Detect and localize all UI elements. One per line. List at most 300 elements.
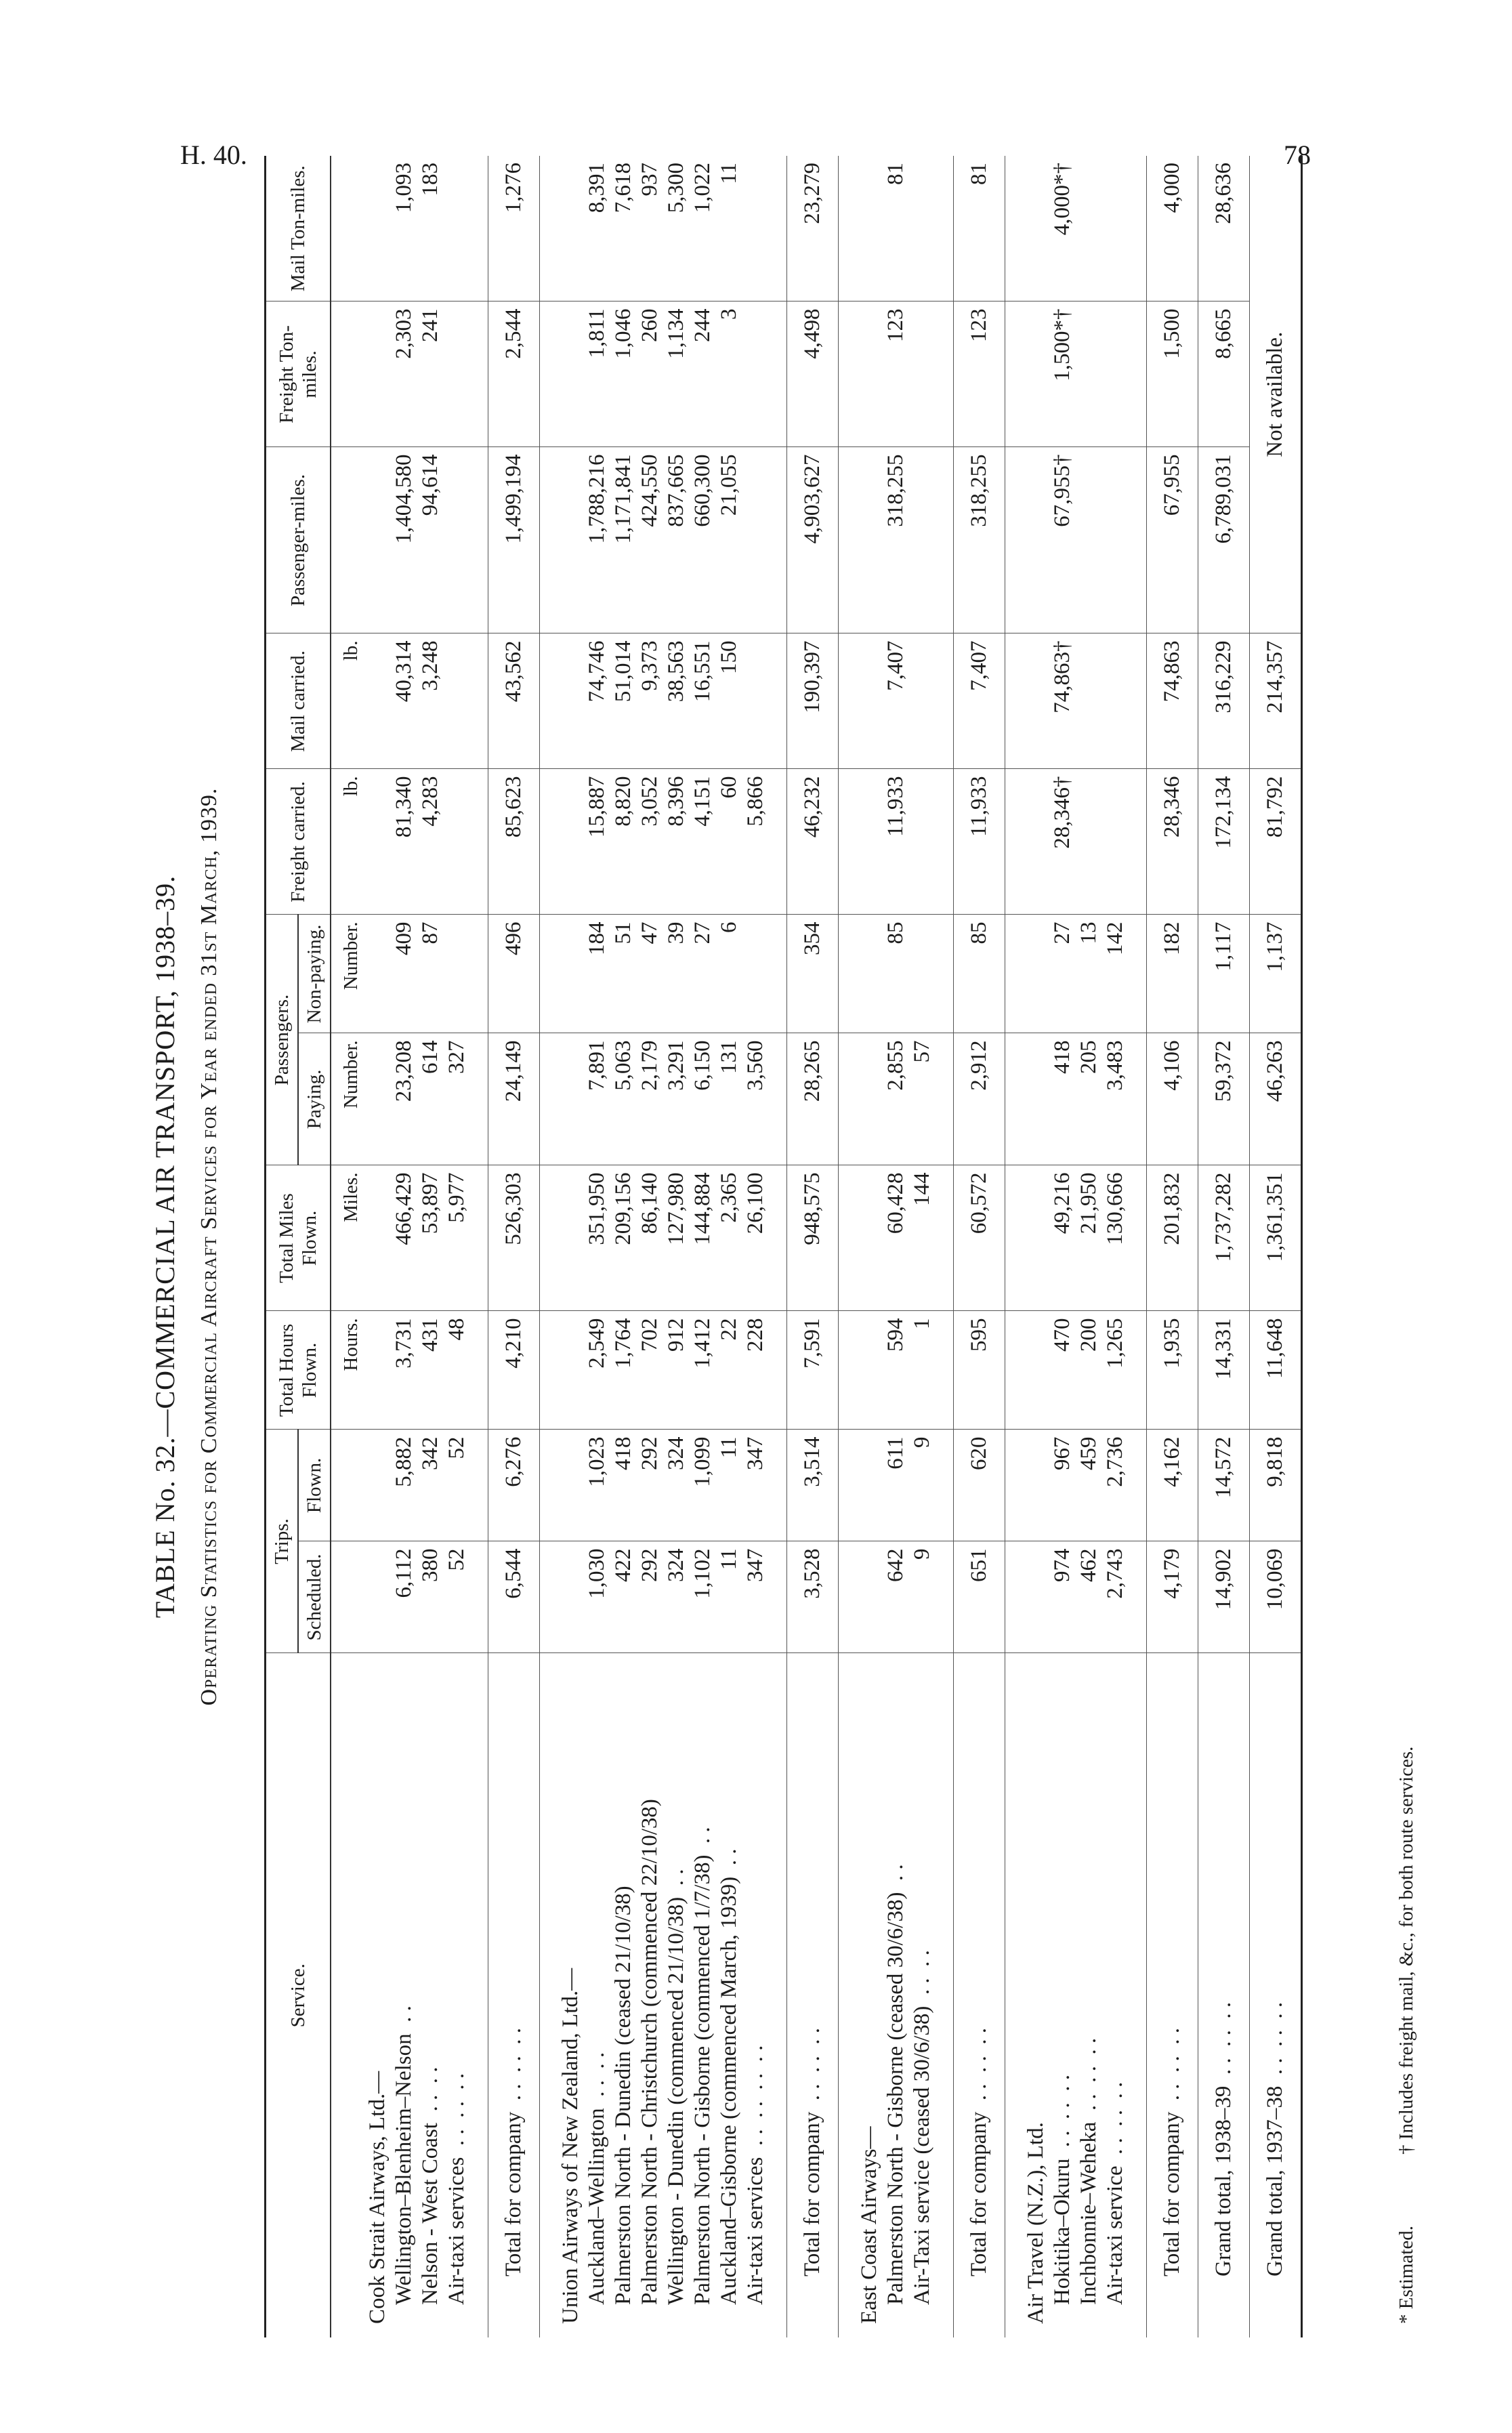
service-label: Total for company — [967, 2111, 991, 2276]
leader-dots: . . . . . . — [967, 2027, 991, 2112]
cell-scheduled: 10,069 — [1250, 1541, 1302, 1653]
cell-service — [690, 1653, 716, 2337]
cell-mail-ton: 4,000 — [1147, 156, 1198, 301]
cell-mail-ton: 81 — [954, 156, 1005, 301]
header-non-paying: Non-paying. — [298, 915, 331, 1033]
table-row — [444, 156, 470, 2337]
leader-dots: . . . . — [585, 2052, 609, 2108]
cell-freight: 11,933 — [883, 769, 909, 915]
cell-freight-ton: 1,134 — [663, 301, 690, 447]
page-reference: H. 40. — [180, 140, 247, 170]
cell-paying: 418 — [1049, 1033, 1076, 1165]
cell-freight — [909, 769, 936, 915]
cell-mail-ton — [1102, 156, 1129, 301]
cell-pass-miles: 424,550 — [637, 447, 663, 633]
cell-service — [610, 1653, 637, 2337]
cell-freight: 28,346 — [1147, 769, 1198, 915]
cell-freight-ton: 260 — [637, 301, 663, 447]
header-flown: Flown. — [298, 1430, 331, 1541]
cell-service — [663, 1653, 690, 2337]
cell-flown: 292 — [637, 1430, 663, 1541]
cell-mail: 74,863† — [1049, 633, 1076, 769]
service-label: Hokitika–Okuru — [1050, 2158, 1074, 2305]
cell-not-available: Not available. — [1250, 156, 1302, 633]
cell-paying: 6,150 — [690, 1033, 716, 1165]
cell-paying: 46,263 — [1250, 1033, 1302, 1165]
cell-miles: 5,977 — [444, 1165, 470, 1311]
cell-hours: 470 — [1049, 1311, 1076, 1430]
service-label: Air-Taxi service (ceased 30/6/38) — [910, 2005, 934, 2305]
cell-flown: 2,736 — [1102, 1430, 1129, 1541]
cell-freight-ton: 123 — [954, 301, 1005, 447]
header-service: Service. — [266, 1653, 331, 2337]
cell-miles: 21,950 — [1076, 1165, 1102, 1311]
cell-pass-miles: 21,055 — [716, 447, 742, 633]
header-miles: Total Miles Flown. — [266, 1165, 331, 1311]
cell-mail-ton — [1076, 156, 1102, 301]
header-mail: Mail carried. — [266, 633, 331, 769]
cell-hours: 431 — [417, 1311, 444, 1430]
cell-mail — [1076, 633, 1102, 769]
page-number: 78 — [1284, 140, 1311, 170]
cell-flown: 967 — [1049, 1430, 1076, 1541]
cell-mail-ton — [909, 156, 936, 301]
cell-service — [1250, 1653, 1302, 2337]
cell-freight — [444, 769, 470, 915]
service-label: Wellington - Dunedin (commenced 21/10/38) — [664, 1896, 688, 2305]
table-row — [883, 156, 909, 2337]
table-row — [391, 156, 417, 2337]
cell-hours: 228 — [742, 1311, 769, 1430]
cell-mail-ton: 8,391 — [584, 156, 610, 301]
cell-miles: 130,666 — [1102, 1165, 1129, 1311]
service-label: Palmerston North - Gisborne (ceased 30/6/38) — [883, 1892, 908, 2305]
cell-paying: 3,560 — [742, 1033, 769, 1165]
cell-service — [856, 1653, 883, 2337]
table-title: TABLE No. 32.—COMMERCIAL AIR TRANSPORT, 1938–39. — [150, 875, 180, 1619]
spacer-row — [470, 156, 488, 2337]
cell-service — [1023, 1653, 1049, 2337]
cell-paying: 28,265 — [787, 1033, 839, 1165]
cell-pass-miles: 837,665 — [663, 447, 690, 633]
cell-service — [364, 1653, 391, 2337]
table-subtitle: Operating Statistics for Commercial Aircraft Services for Year ended 31st March, 1939. — [196, 787, 222, 1706]
cell-hours: 594 — [883, 1311, 909, 1430]
cell-freight — [1076, 769, 1102, 915]
spacer-row — [769, 156, 787, 2337]
total-row — [954, 156, 1005, 2337]
cell-miles: 60,572 — [954, 1165, 1005, 1311]
service-label: Air-taxi services — [743, 2157, 768, 2305]
leader-dots: . . . . . . — [1076, 2037, 1101, 2122]
header-mail-ton-miles: Mail Ton-miles. — [266, 156, 331, 301]
cell-flown: 459 — [1076, 1430, 1102, 1541]
cell-hours: 1,935 — [1147, 1311, 1198, 1430]
cell-hours: 912 — [663, 1311, 690, 1430]
cell-pass-miles: 1,171,841 — [610, 447, 637, 633]
cell-service — [716, 1653, 742, 2337]
cell-scheduled: 642 — [883, 1541, 909, 1653]
cell-miles: 209,156 — [610, 1165, 637, 1311]
cell-freight: 8,820 — [610, 769, 637, 915]
cell-hours: 702 — [637, 1311, 663, 1430]
leader-dots: . . . . . . — [444, 2073, 469, 2157]
spacer-row — [839, 156, 857, 2337]
cell-mail: 316,229 — [1198, 633, 1250, 769]
cell-flown: 11 — [716, 1430, 742, 1541]
cell-paying: 3,291 — [663, 1033, 690, 1165]
cell-freight: 81,340 — [391, 769, 417, 915]
cell-freight-ton — [1102, 301, 1129, 447]
cell-freight: 28,346† — [1049, 769, 1076, 915]
cell-paying: 5,063 — [610, 1033, 637, 1165]
cell-scheduled: 11 — [716, 1541, 742, 1653]
cell-miles: 49,216 — [1049, 1165, 1076, 1311]
cell-miles: 1,361,351 — [1250, 1165, 1302, 1311]
cell-service — [909, 1653, 936, 2337]
total-row — [1250, 156, 1302, 2337]
cell-freight-ton: 1,811 — [584, 301, 610, 447]
leader-dots: . . . . — [418, 2066, 442, 2123]
header-passenger-miles: Passenger-miles. — [266, 447, 331, 633]
cell-freight-ton: 1,500*† — [1049, 301, 1076, 447]
cell-flown: 1,099 — [690, 1430, 716, 1541]
cell-mail — [1102, 633, 1129, 769]
cell-freight: 46,232 — [787, 769, 839, 915]
unit-freight: lb. — [331, 769, 364, 915]
cell-freight — [1102, 769, 1129, 915]
service-label: Air-taxi service — [1103, 2165, 1127, 2305]
cell-scheduled: 2,743 — [1102, 1541, 1129, 1653]
cell-freight-ton: 123 — [883, 301, 909, 447]
cell-mail: 214,357 — [1250, 633, 1302, 769]
cell-freight: 8,396 — [663, 769, 690, 915]
footnote-includes: † Includes freight mail, &c., for both route services. — [1395, 1746, 1417, 2155]
cell-mail-ton — [742, 156, 769, 301]
cell-service — [391, 1653, 417, 2337]
service-label: Auckland–Gisborne (commenced March, 1939) — [717, 1876, 741, 2305]
cell-hours: 595 — [954, 1311, 1005, 1430]
header-hours: Total Hours Flown. — [266, 1311, 331, 1430]
cell-non-paying — [909, 915, 936, 1033]
service-label: Total for company — [501, 2111, 526, 2276]
cell-hours: 1,265 — [1102, 1311, 1129, 1430]
total-row — [1147, 156, 1198, 2337]
service-label: Auckland–Wellington — [585, 2108, 609, 2305]
rotated-table-sheet — [122, 156, 1450, 2337]
cell-mail: 7,407 — [954, 633, 1005, 769]
cell-flown: 418 — [610, 1430, 637, 1541]
cell-miles: 26,100 — [742, 1165, 769, 1311]
cell-non-paying — [444, 915, 470, 1033]
cell-paying: 2,855 — [883, 1033, 909, 1165]
cell-non-paying: 184 — [584, 915, 610, 1033]
cell-flown: 611 — [883, 1430, 909, 1541]
header-passengers: Passengers. — [266, 915, 299, 1165]
cell-freight-ton: 244 — [690, 301, 716, 447]
leader-dots: . . . . . . . . — [743, 2045, 768, 2157]
cell-mail: 150 — [716, 633, 742, 769]
cell-scheduled: 462 — [1076, 1541, 1102, 1653]
cell-service — [558, 1653, 584, 2337]
cell-miles: 526,303 — [488, 1165, 540, 1311]
cell-service — [1076, 1653, 1102, 2337]
cell-freight: 60 — [716, 769, 742, 915]
cell-mail — [742, 633, 769, 769]
cell-non-paying: 409 — [391, 915, 417, 1033]
cell-pass-miles — [742, 447, 769, 633]
total-row — [787, 156, 839, 2337]
header-scheduled: Scheduled. — [298, 1541, 331, 1653]
cell-hours: 1 — [909, 1311, 936, 1430]
table-row — [742, 156, 769, 2337]
cell-service — [444, 1653, 470, 2337]
service-label: Palmerston North - Dunedin (ceased 21/10/38) — [611, 1886, 635, 2305]
service-label: Air Travel (N.Z.), Ltd. — [1024, 2122, 1048, 2324]
cell-mail-ton: 81 — [883, 156, 909, 301]
cell-paying: 4,106 — [1147, 1033, 1198, 1165]
leader-dots: . . . . . . — [1050, 2074, 1074, 2159]
cell-flown: 9 — [909, 1430, 936, 1541]
cell-scheduled: 974 — [1049, 1541, 1076, 1653]
cell-freight-ton: 1,046 — [610, 301, 637, 447]
cell-freight-ton: 1,500 — [1147, 301, 1198, 447]
cell-flown: 347 — [742, 1430, 769, 1541]
unit-miles: Miles. — [331, 1165, 364, 1311]
service-label: Nelson - West Coast — [418, 2123, 442, 2305]
header-trips: Trips. — [266, 1430, 299, 1653]
cell-hours: 14,331 — [1198, 1311, 1250, 1430]
leader-dots: . . — [690, 1827, 715, 1855]
service-label: Palmerston North - Christchurch (commenced 22/10/38) — [637, 1799, 662, 2305]
spacer-row — [1129, 156, 1147, 2337]
table-row — [584, 156, 610, 2337]
cell-service — [883, 1653, 909, 2337]
cell-service — [1198, 1653, 1250, 2337]
table-body — [331, 156, 1302, 2337]
cell-paying: 614 — [417, 1033, 444, 1165]
service-label: Total for company — [800, 2111, 824, 2276]
cell-scheduled: 6,544 — [488, 1541, 540, 1653]
unit-paying: Number. — [331, 1033, 364, 1165]
cell-mail-ton: 4,000*† — [1049, 156, 1076, 301]
air-transport-table — [264, 156, 1303, 2337]
cell-hours: 1,412 — [690, 1311, 716, 1430]
cell-flown: 14,572 — [1198, 1430, 1250, 1541]
header-paying: Paying. — [298, 1033, 331, 1165]
leader-dots: . . . . . . — [1263, 2001, 1287, 2086]
cell-pass-miles — [909, 447, 936, 633]
service-label: Air-taxi services — [444, 2157, 469, 2305]
leader-dots: . . — [717, 1848, 741, 1877]
cell-freight-ton — [1076, 301, 1102, 447]
cell-pass-miles — [1102, 447, 1129, 633]
cell-miles: 53,897 — [417, 1165, 444, 1311]
cell-non-paying: 1,137 — [1250, 915, 1302, 1033]
cell-non-paying: 85 — [883, 915, 909, 1033]
cell-flown: 9,818 — [1250, 1430, 1302, 1541]
company-row — [1023, 156, 1049, 2337]
cell-mail: 40,314 — [391, 633, 417, 769]
cell-paying: 2,912 — [954, 1033, 1005, 1165]
cell-scheduled: 324 — [663, 1541, 690, 1653]
cell-flown: 324 — [663, 1430, 690, 1541]
table-row — [417, 156, 444, 2337]
cell-flown: 4,162 — [1147, 1430, 1198, 1541]
cell-mail-ton: 11 — [716, 156, 742, 301]
cell-mail-ton: 5,300 — [663, 156, 690, 301]
cell-paying: 57 — [909, 1033, 936, 1165]
cell-scheduled: 6,112 — [391, 1541, 417, 1653]
cell-miles: 948,575 — [787, 1165, 839, 1311]
cell-non-paying: 354 — [787, 915, 839, 1033]
cell-freight: 4,151 — [690, 769, 716, 915]
leader-dots: . . — [883, 1864, 908, 1892]
cell-mail: 7,407 — [883, 633, 909, 769]
cell-freight-ton — [444, 301, 470, 447]
table-row — [1102, 156, 1129, 2337]
cell-paying: 23,208 — [391, 1033, 417, 1165]
cell-flown: 620 — [954, 1430, 1005, 1541]
cell-non-paying — [742, 915, 769, 1033]
cell-service — [488, 1653, 540, 2337]
cell-hours: 3,731 — [391, 1311, 417, 1430]
cell-freight: 85,623 — [488, 769, 540, 915]
table-row — [690, 156, 716, 2337]
cell-scheduled: 3,528 — [787, 1541, 839, 1653]
cell-service — [584, 1653, 610, 2337]
leader-dots: . . — [392, 2005, 416, 2034]
cell-mail: 9,373 — [637, 633, 663, 769]
service-label: East Coast Airways— — [857, 2126, 881, 2324]
cell-mail-ton: 937 — [637, 156, 663, 301]
cell-mail: 3,248 — [417, 633, 444, 769]
cell-hours: 11,648 — [1250, 1311, 1302, 1430]
service-label: Palmerston North - Gisborne (commenced 1/7/38) — [690, 1854, 715, 2305]
cell-mail-ton: 1,022 — [690, 156, 716, 301]
cell-pass-miles: 318,255 — [883, 447, 909, 633]
service-label: Wellington–Blenheim–Nelson — [392, 2033, 416, 2305]
cell-scheduled: 4,179 — [1147, 1541, 1198, 1653]
cell-service — [1147, 1653, 1198, 2337]
leader-dots: . . . . . . — [1211, 2001, 1236, 2086]
cell-non-paying: 496 — [488, 915, 540, 1033]
cell-mail-ton — [444, 156, 470, 301]
unit-mail: lb. — [331, 633, 364, 769]
cell-non-paying: 27 — [690, 915, 716, 1033]
cell-mail: 43,562 — [488, 633, 540, 769]
service-label: Union Airways of New Zealand, Ltd.— — [558, 1968, 583, 2324]
cell-hours: 2,549 — [584, 1311, 610, 1430]
cell-hours: 7,591 — [787, 1311, 839, 1430]
leader-dots: . . . . . . — [1160, 2027, 1184, 2112]
cell-flown: 52 — [444, 1430, 470, 1541]
cell-miles: 144,884 — [690, 1165, 716, 1311]
total-row — [488, 156, 540, 2337]
cell-mail-ton: 1,276 — [488, 156, 540, 301]
cell-scheduled: 651 — [954, 1541, 1005, 1653]
cell-flown: 342 — [417, 1430, 444, 1541]
cell-scheduled: 292 — [637, 1541, 663, 1653]
cell-freight: 3,052 — [637, 769, 663, 915]
service-label: Total for company — [1160, 2111, 1184, 2276]
service-label: Grand total, 1938–39 — [1211, 2085, 1236, 2276]
cell-pass-miles — [444, 447, 470, 633]
cell-service — [742, 1653, 769, 2337]
company-row — [364, 156, 391, 2337]
leader-dots: . . . . . . — [501, 2027, 526, 2112]
cell-miles: 2,365 — [716, 1165, 742, 1311]
cell-miles: 201,832 — [1147, 1165, 1198, 1311]
cell-non-paying: 142 — [1102, 915, 1129, 1033]
leader-dots: . . . . . . — [1103, 2081, 1127, 2166]
cell-service — [1049, 1653, 1076, 2337]
cell-mail-ton: 7,618 — [610, 156, 637, 301]
cell-service — [787, 1653, 839, 2337]
cell-paying: 2,179 — [637, 1033, 663, 1165]
cell-paying: 7,891 — [584, 1033, 610, 1165]
cell-scheduled: 347 — [742, 1541, 769, 1653]
cell-non-paying: 51 — [610, 915, 637, 1033]
cell-mail — [444, 633, 470, 769]
cell-hours: 48 — [444, 1311, 470, 1430]
cell-freight-ton: 8,665 — [1198, 301, 1250, 447]
cell-paying: 24,149 — [488, 1033, 540, 1165]
table-row — [610, 156, 637, 2337]
cell-miles: 144 — [909, 1165, 936, 1311]
cell-flown: 1,023 — [584, 1430, 610, 1541]
total-row — [1198, 156, 1250, 2337]
table-row — [716, 156, 742, 2337]
service-label: Grand total, 1937–38 — [1263, 2085, 1287, 2276]
cell-pass-miles: 6,789,031 — [1198, 447, 1250, 633]
cell-scheduled: 1,030 — [584, 1541, 610, 1653]
header-freight: Freight carried. — [266, 769, 331, 915]
cell-paying: 131 — [716, 1033, 742, 1165]
cell-freight-ton: 3 — [716, 301, 742, 447]
cell-pass-miles: 67,955† — [1049, 447, 1076, 633]
cell-scheduled: 1,102 — [690, 1541, 716, 1653]
table-row — [637, 156, 663, 2337]
table-row — [663, 156, 690, 2337]
header-freight-ton-miles: Freight Ton-miles. — [266, 301, 331, 447]
cell-miles: 1,737,282 — [1198, 1165, 1250, 1311]
cell-freight-ton: 4,498 — [787, 301, 839, 447]
cell-mail-ton: 23,279 — [787, 156, 839, 301]
cell-paying: 59,372 — [1198, 1033, 1250, 1165]
cell-miles: 86,140 — [637, 1165, 663, 1311]
cell-scheduled: 422 — [610, 1541, 637, 1653]
cell-pass-miles: 94,614 — [417, 447, 444, 633]
cell-non-paying: 47 — [637, 915, 663, 1033]
units-row — [331, 156, 364, 2337]
spacer-row — [1005, 156, 1024, 2337]
cell-service — [417, 1653, 444, 2337]
cell-scheduled: 14,902 — [1198, 1541, 1250, 1653]
table-row — [1076, 156, 1102, 2337]
table-row — [1049, 156, 1076, 2337]
spacer-row — [540, 156, 558, 2337]
cell-pass-miles: 1,404,580 — [391, 447, 417, 633]
cell-hours: 1,764 — [610, 1311, 637, 1430]
cell-freight: 5,866 — [742, 769, 769, 915]
company-row — [856, 156, 883, 2337]
cell-flown: 3,514 — [787, 1430, 839, 1541]
cell-non-paying: 85 — [954, 915, 1005, 1033]
cell-flown: 6,276 — [488, 1430, 540, 1541]
cell-non-paying: 39 — [663, 915, 690, 1033]
leader-dots: . . . . — [910, 1950, 934, 2006]
